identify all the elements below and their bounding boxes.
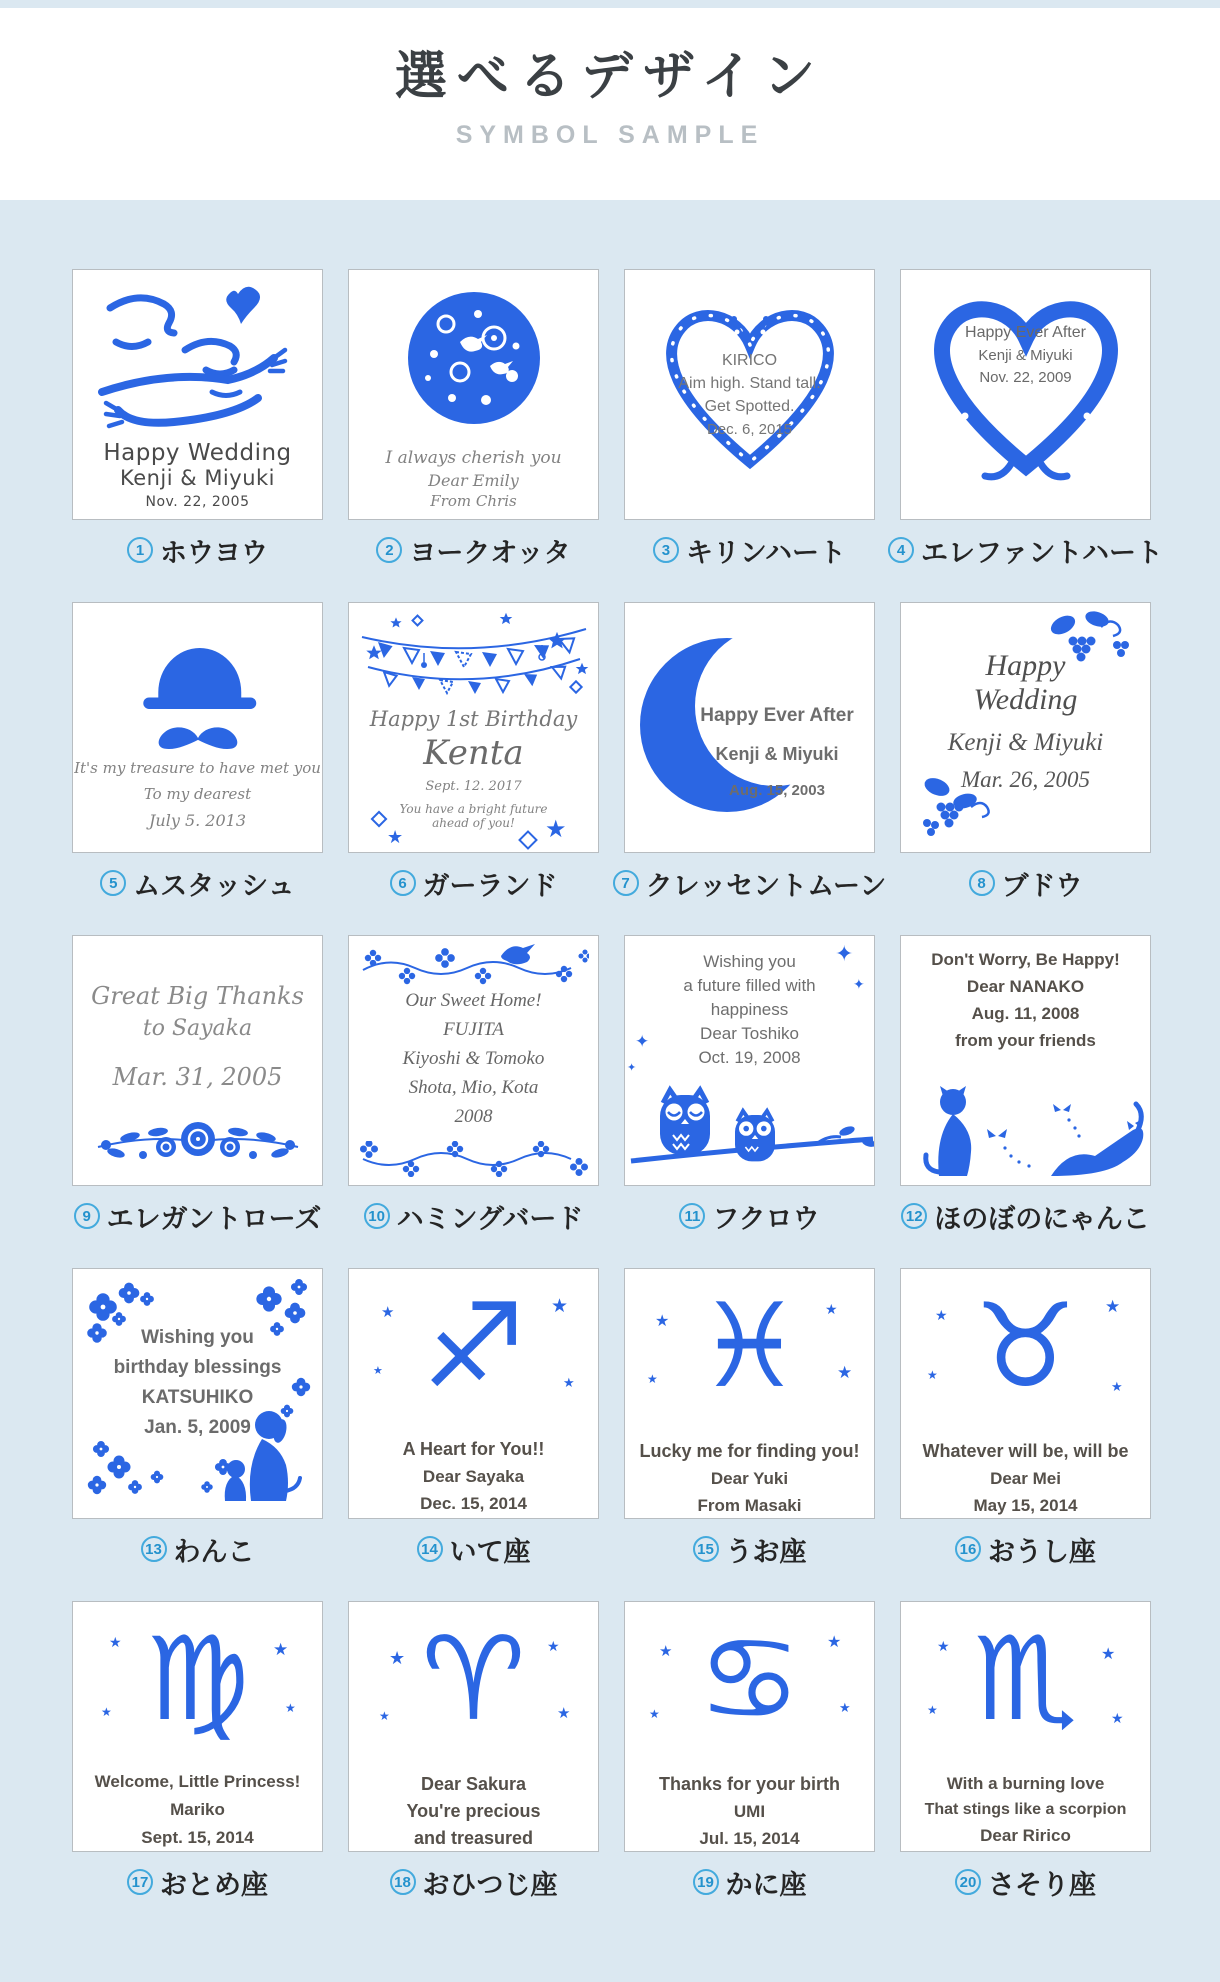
- design-card-cat[interactable]: [900, 935, 1151, 1186]
- card-text-line: Sept. 15, 2014: [141, 1828, 254, 1847]
- card-text-line: UMI: [733, 1802, 766, 1821]
- card-text-line: KIRICO: [721, 352, 778, 369]
- design-label-pisces: [624, 1531, 875, 1567]
- card-text-line: KATSUHIKO: [141, 1387, 254, 1408]
- design-label-text: クレッセントムーン: [645, 870, 887, 901]
- card-text-line: Wishing you: [703, 952, 796, 971]
- card-text-line: Shota, Mio, Kota: [408, 1077, 539, 1098]
- design-card-elephant-heart[interactable]: [900, 269, 1151, 520]
- star-icon: ★: [547, 1639, 560, 1655]
- card-text-line: Aug. 11, 2008: [971, 1004, 1080, 1023]
- card-text-line: You have a bright future: [399, 802, 548, 816]
- design-number: 5: [100, 870, 126, 896]
- star-icon: ★: [927, 1703, 938, 1717]
- sparkle-icon: ✦: [635, 1032, 650, 1052]
- design-number: 11: [679, 1203, 705, 1229]
- design-grid: [72, 269, 1220, 1900]
- design-label-text: ホウヨウ: [160, 537, 268, 568]
- page-subtitle: SYMBOL SAMPLE: [455, 121, 765, 149]
- scorpio-icon: ♏: [973, 1612, 1078, 1747]
- sparkle-icon: ✦: [627, 1061, 637, 1074]
- card-text-line: From Chris: [430, 492, 517, 510]
- card-text-line: Wishing you: [141, 1327, 254, 1348]
- design-number: 16: [955, 1536, 981, 1562]
- design-panel: [0, 200, 1220, 1982]
- star-icon: ★: [101, 1705, 112, 1719]
- card-text-line: a future filled with: [683, 976, 816, 995]
- virgo-icon: ♍: [145, 1612, 250, 1747]
- design-label-sagittarius: [348, 1531, 599, 1567]
- design-label-aries: [348, 1864, 599, 1900]
- card-text-line: Thanks for your birth: [658, 1774, 840, 1794]
- card-text-line: to Sayaka: [142, 1016, 253, 1041]
- card-text-line: Welcome, Little Princess!: [94, 1772, 301, 1791]
- design-label-elephant-heart: [896, 532, 1163, 568]
- design-number: 19: [693, 1869, 719, 1895]
- star-icon: ★: [659, 1642, 673, 1660]
- card-text-line: Kenji & Miyuki: [978, 347, 1073, 364]
- star-icon: ★: [109, 1635, 122, 1651]
- design-label-cancer: [624, 1864, 875, 1900]
- top-accent-strip: [0, 0, 1220, 8]
- card-text-line: From Masaki: [697, 1496, 802, 1515]
- star-icon: ★: [1101, 1644, 1116, 1663]
- card-text-line: With a burning love: [946, 1774, 1105, 1793]
- card-text-line: Oct. 19, 2008: [698, 1048, 801, 1067]
- design-card-mustache[interactable]: [72, 602, 323, 853]
- design-card-owl[interactable]: [624, 935, 875, 1186]
- design-label-taurus: [900, 1531, 1151, 1567]
- design-label-dog: [72, 1531, 323, 1567]
- star-icon: ★: [927, 1368, 938, 1382]
- card-text-line: Dear Emily: [428, 471, 519, 490]
- star-icon: ★: [839, 1701, 851, 1716]
- design-number: 3: [653, 537, 679, 563]
- design-label-hummingbird: [348, 1198, 599, 1234]
- design-label-owl: [624, 1198, 875, 1234]
- page-title: 選べるデザイン: [394, 47, 826, 107]
- card-text-line: Lucky me for finding you!: [639, 1441, 860, 1461]
- design-card-taurus[interactable]: [900, 1268, 1151, 1519]
- design-label-text: うお座: [725, 1536, 807, 1567]
- design-label-text: ヨークオッタ: [409, 537, 571, 568]
- card-text-line: To my dearest: [143, 785, 252, 803]
- star-icon: ★: [381, 1303, 395, 1321]
- design-card-hummingbird[interactable]: [348, 935, 599, 1186]
- design-label-text: ガーランド: [422, 870, 558, 901]
- star-icon: ★: [389, 1648, 406, 1669]
- star-icon: ★: [935, 1308, 948, 1324]
- star-icon: ★: [387, 827, 404, 848]
- design-card-crescent-moon[interactable]: [624, 602, 875, 853]
- design-label-mustache: [72, 865, 323, 901]
- design-label-crescent-moon: [621, 865, 887, 901]
- design-number: 13: [141, 1536, 167, 1562]
- hug-icon: [88, 282, 308, 432]
- card-text-line: May 15, 2014: [973, 1496, 1078, 1515]
- design-label-text: かに座: [725, 1869, 807, 1900]
- design-label-text: いて座: [449, 1536, 531, 1567]
- design-label-text: ブドウ: [1001, 870, 1083, 901]
- design-label-flower-ball: [348, 532, 599, 568]
- rose-border-icon: [88, 1109, 308, 1169]
- star-icon: ★: [655, 1311, 670, 1330]
- sagittarius-icon: ♐: [421, 1279, 526, 1414]
- garland-icon: [356, 611, 591, 706]
- card-text-line: Sept. 12. 2017: [425, 779, 522, 794]
- pisces-icon: ♓: [697, 1279, 802, 1414]
- card-text-line: Dear Sayaka: [422, 1467, 525, 1486]
- card-text-line: and treasured: [413, 1828, 534, 1848]
- design-card-aries[interactable]: [348, 1601, 599, 1852]
- star-icon: ★: [647, 1372, 658, 1386]
- design-label-cat: [900, 1198, 1151, 1234]
- star-icon: ★: [563, 1376, 575, 1391]
- card-text-line: Dec. 15, 2014: [420, 1494, 527, 1513]
- card-text-line: Aim high. Stand tall.: [678, 375, 821, 392]
- design-number: 8: [969, 870, 995, 896]
- design-label-giraffe-heart: [624, 532, 875, 568]
- cancer-icon: ♋: [697, 1612, 802, 1747]
- card-text-line: Jul. 15, 2014: [699, 1829, 800, 1848]
- card-text-line: Kenji & Miyuki: [119, 466, 276, 490]
- card-text-line: Mar. 26, 2005: [960, 767, 1091, 792]
- card-text-line: Nov. 22, 2005: [145, 494, 250, 510]
- design-number: 10: [364, 1203, 390, 1229]
- design-number: 7: [613, 870, 639, 896]
- page-header: [0, 8, 1220, 150]
- card-text-line: Happy: [985, 649, 1066, 682]
- star-icon: ★: [285, 1701, 296, 1715]
- cat-icon: [901, 1086, 1151, 1181]
- design-number: 17: [127, 1869, 153, 1895]
- owl-icon: [625, 1081, 875, 1181]
- design-label-text: おとめ座: [160, 1869, 268, 1900]
- card-text-line: Dear NANAKO: [966, 977, 1085, 996]
- flower-ball-icon: [394, 280, 554, 440]
- design-label-virgo: [72, 1864, 323, 1900]
- card-text-line: You're precious: [406, 1801, 541, 1821]
- design-number: 15: [693, 1536, 719, 1562]
- diamond-icon: [518, 830, 538, 850]
- star-icon: ★: [551, 1295, 569, 1317]
- card-text-line: Happy Wedding: [103, 440, 292, 466]
- card-text-line: birthday blessings: [113, 1357, 282, 1378]
- design-label-text: ムスタッシュ: [133, 870, 295, 901]
- card-text-line: Whatever will be, will be: [922, 1441, 1129, 1461]
- star-icon: ★: [1105, 1297, 1121, 1317]
- card-text-line: Dear Mei: [990, 1469, 1061, 1488]
- card-text-line: Wedding: [973, 683, 1078, 716]
- card-text-line: ahead of you!: [432, 816, 515, 830]
- design-card-garland[interactable]: [348, 602, 599, 853]
- star-icon: ★: [379, 1709, 390, 1723]
- card-text-line: Dear Sakura: [420, 1774, 527, 1794]
- star-icon: ★: [827, 1632, 842, 1651]
- design-label-text: おひつじ座: [422, 1869, 558, 1900]
- design-label-text: エレガントローズ: [106, 1203, 322, 1234]
- design-card-hug[interactable]: [72, 269, 323, 520]
- design-number: 12: [901, 1203, 927, 1229]
- star-icon: ★: [837, 1363, 853, 1383]
- card-text-line: Mariko: [170, 1800, 225, 1819]
- star-icon: ★: [1111, 1380, 1123, 1395]
- design-card-pisces[interactable]: [624, 1268, 875, 1519]
- card-text-line: Dear Yuki: [710, 1469, 789, 1488]
- design-number: 4: [888, 537, 914, 563]
- card-text-line: Jan. 5, 2009: [144, 1417, 251, 1438]
- design-label-garland: [348, 865, 599, 901]
- card-text-line: Mar. 31, 2005: [112, 1063, 283, 1091]
- card-text-line: Happy 1st Birthday: [369, 707, 578, 731]
- design-label-text: エレファントハート: [921, 537, 1163, 568]
- design-label-elegant-rose: [72, 1198, 323, 1234]
- design-label-grape: [900, 865, 1151, 901]
- design-number: 14: [417, 1536, 443, 1562]
- design-card-virgo[interactable]: [72, 1601, 323, 1852]
- design-label-text: わんこ: [173, 1536, 255, 1567]
- card-text-line: Kenji & Miyuki: [715, 744, 839, 764]
- design-label-text: さそり座: [988, 1869, 1096, 1900]
- card-text-line: Kenta: [423, 733, 524, 773]
- card-text-line: Our Sweet Home!: [405, 990, 542, 1011]
- star-icon: ★: [557, 1704, 571, 1722]
- card-text-line: July 5. 2013: [148, 811, 247, 830]
- design-card-elegant-rose[interactable]: [72, 935, 323, 1186]
- star-icon: ★: [545, 815, 567, 843]
- card-text-line: Kiyoshi & Tomoko: [402, 1048, 545, 1069]
- design-card-giraffe-heart[interactable]: [624, 269, 875, 520]
- card-text-line: That stings like a scorpion: [924, 1801, 1127, 1818]
- design-label-text: ほのぼのにゃんこ: [934, 1203, 1150, 1234]
- card-text-line: FUJITA: [443, 1019, 504, 1040]
- star-icon: ★: [825, 1302, 838, 1318]
- card-text-line: I always cherish you: [385, 448, 562, 468]
- mustache-hat-icon: [98, 611, 298, 761]
- card-text-line: Don't Worry, Be Happy!: [931, 950, 1120, 969]
- taurus-icon: ♉: [973, 1279, 1078, 1414]
- design-label-text: キリンハート: [685, 537, 847, 568]
- design-card-flower-ball[interactable]: [348, 269, 599, 520]
- card-text-line: Aug. 15, 2003: [729, 782, 825, 799]
- card-text-line: Dear Toshiko: [700, 1024, 799, 1043]
- star-icon: ★: [1111, 1711, 1124, 1727]
- sparkle-icon: ✦: [835, 942, 854, 967]
- card-text-line: Nov. 22, 2009: [979, 369, 1072, 386]
- design-number: 1: [127, 537, 153, 563]
- card-text-line: Happy Ever After: [700, 705, 854, 726]
- design-number: 2: [376, 537, 402, 563]
- card-text-line: A Heart for You!!: [402, 1439, 545, 1459]
- star-icon: ★: [937, 1639, 950, 1655]
- design-label-scorpio: [900, 1864, 1151, 1900]
- design-label-text: おうし座: [988, 1536, 1096, 1567]
- card-text-line: from your friends: [955, 1031, 1096, 1050]
- design-card-grape[interactable]: [900, 602, 1151, 853]
- card-text-line: Get Spotted.: [704, 398, 795, 415]
- card-text-line: It's my treasure to have met you: [74, 759, 321, 777]
- design-label-hug: [72, 532, 323, 568]
- design-card-cancer[interactable]: [624, 1601, 875, 1852]
- design-number: 9: [74, 1203, 100, 1229]
- star-icon: ★: [373, 1364, 383, 1377]
- design-number: 6: [390, 870, 416, 896]
- card-text-line: Kenji & Miyuki: [947, 729, 1104, 756]
- star-icon: ★: [649, 1707, 660, 1721]
- card-text-line: Happy Ever After: [965, 324, 1086, 341]
- flower-border-icon: [359, 1141, 589, 1177]
- card-text-line: Dear Ririco: [980, 1826, 1071, 1845]
- aries-icon: ♈: [421, 1612, 526, 1747]
- card-text-line: 2008: [454, 1106, 493, 1127]
- design-card-scorpio[interactable]: [900, 1601, 1151, 1852]
- design-card-dog[interactable]: [72, 1268, 323, 1519]
- design-number: 18: [390, 1869, 416, 1895]
- design-label-text: フクロウ: [712, 1203, 820, 1234]
- star-icon: ★: [273, 1640, 289, 1660]
- elephant-heart-icon: [901, 270, 1151, 520]
- card-text-line: Great Big Thanks: [91, 982, 304, 1010]
- hummingbird-icon: [359, 944, 589, 986]
- card-text-line: Dec. 6, 2015: [706, 421, 793, 438]
- design-number: 20: [955, 1869, 981, 1895]
- sparkle-icon: ✦: [853, 977, 865, 993]
- design-label-text: ハミングバード: [396, 1203, 584, 1234]
- design-card-sagittarius[interactable]: [348, 1268, 599, 1519]
- card-text-line: happiness: [710, 1000, 789, 1019]
